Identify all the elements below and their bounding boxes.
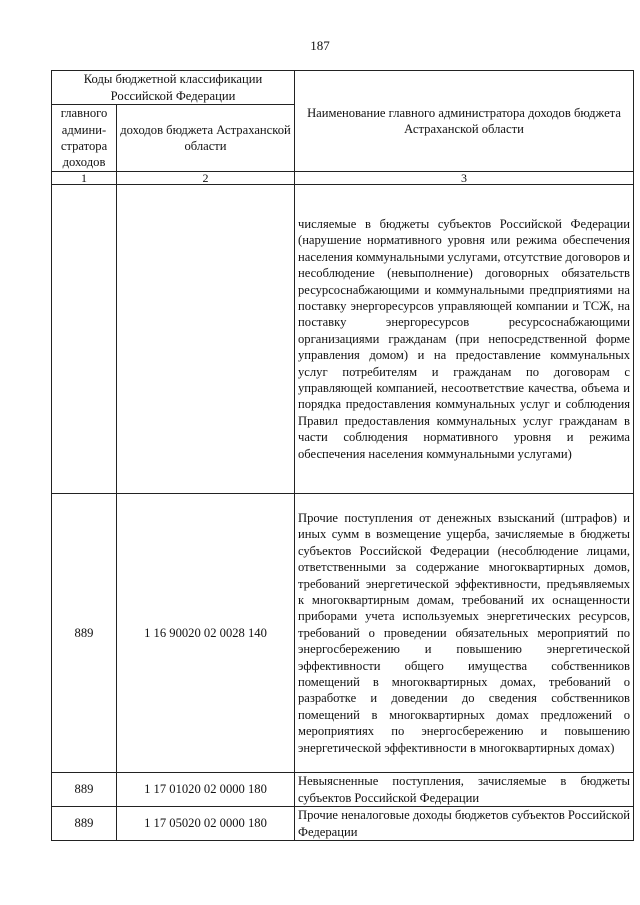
name-cell: Прочие неналоговые доходы бюджетов субъектов Российской Федерации [295,807,634,841]
header-name-column: Наименование главного администратора доходов бюджета Астраханской области [295,71,634,172]
table-row [52,807,634,841]
admin-code-cell: 889 [52,494,117,773]
admin-code-cell: 889 [52,807,117,841]
header-revenue-column: доходов бюджета Астраханской области [117,105,295,172]
table-row [52,773,634,807]
revenue-code-cell: 1 17 05020 02 0000 180 [117,807,295,841]
revenue-code-cell: 1 17 01020 02 0000 180 [117,773,295,807]
column-number: 3 [295,172,634,185]
revenue-code-cell: 1 16 90020 02 0028 140 [117,494,295,773]
header-admin-column: главного админи-стратора доходов [52,105,117,172]
admin-code-cell [52,185,117,494]
table-row [52,185,634,494]
name-cell: Невыясненные поступления, зачисляемые в бюджеты субъектов Российской Федерации [295,773,634,807]
revenue-code-cell [117,185,295,494]
budget-classification-table [51,70,634,841]
header-group-title: Коды бюджетной классификации Российской Федерации [52,71,295,105]
table-row [52,494,634,773]
name-cell: Прочие поступления от денежных взысканий (штрафов) и иных сумм в возмещение ущерба, зачисляемые в бюджеты субъектов Российской Федерации (несоблюдение лицами, ответственными за содержание многоквартирных домов, требований энергетической эффективности, предъявляемых к многоквартирным домам, требований их оснащенности приборами учета используемых энергетических ресурсов, требований о проведении обязательных мероприятий по энергосбережению и повышению энергетической эффективности общего имущества собственников помещений в многоквартирных домах, требований о разработке и доведении до сведения собственников помещений в многоквартирных домах предложений о мероприятиях по энергосбережению и повышению энергетической эффективности в многоквартирных домах) [295,494,634,773]
column-number: 2 [117,172,295,185]
name-cell: числяемые в бюджеты субъектов Российской Федерации (нарушение нормативного уровня или режима обеспечения населения коммунальными услугами, отсутствие договоров и несоблюдение (невыполнение) договорных обязательств ресурсоснабжающими и коммунальными предприятиями на поставку энергоресурсов управляющей компании и ТСЖ, на поставку энергоресурсов ресурсоснабжающими организациями гражданам (при непосредственной форме управления домом) и на предоставление коммунальных услуг потребителям и гражданам по договорам с управляющей компанией, несоответствие качества, объема и порядка предоставления коммунальных услуг и соблюдения Правил предоставления коммунальных услуг гражданам в части соблюдения нормативного уровня и режима обеспечения населения коммунальными услугами) [295,185,634,494]
column-number: 1 [52,172,117,185]
page-number: 187 [310,38,330,53]
admin-code-cell: 889 [52,773,117,807]
